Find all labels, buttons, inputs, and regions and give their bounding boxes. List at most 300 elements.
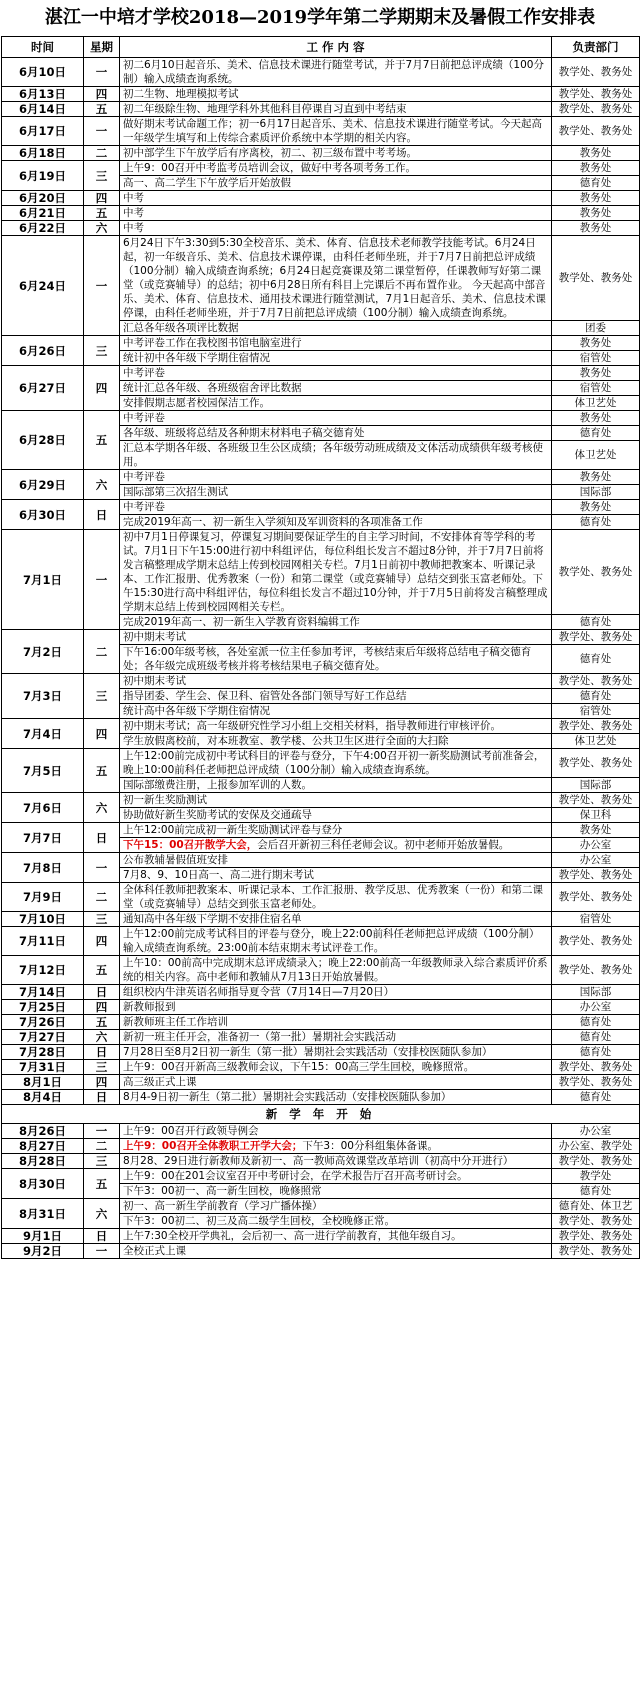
work-text: 中考评卷工作在我校图书馆电脑室进行 (123, 337, 302, 349)
work-content-cell (120, 689, 552, 704)
work-content-cell (120, 441, 552, 470)
work-text: 全校正式上课 (123, 1245, 186, 1257)
department-cell: 教学处、教务处 (552, 1244, 640, 1259)
weekday-cell: 日 (84, 1090, 120, 1105)
header-row (2, 37, 640, 58)
work-content-cell (120, 927, 552, 956)
table-row (2, 1169, 640, 1184)
work-text: 上午12:00前完成初一新生奖励测试评卷与登分 (123, 824, 343, 836)
weekday-cell: 三 (84, 161, 120, 191)
work-content-cell (120, 236, 552, 321)
date-cell: 6月13日 (2, 87, 84, 102)
header-day: 星期 (84, 37, 120, 58)
department-cell: 教学处、教务处 (552, 868, 640, 883)
date-cell: 6月22日 (2, 221, 84, 236)
department-cell: 国际部 (552, 485, 640, 500)
schedule-table (1, 36, 640, 1259)
work-text: 中考 (123, 207, 144, 219)
date-cell: 8月4日 (2, 1090, 84, 1105)
work-content-cell (120, 1124, 552, 1139)
work-content-cell (120, 206, 552, 221)
work-content-cell (120, 1015, 552, 1030)
table-row (2, 1090, 640, 1105)
date-cell: 7月1日 (2, 530, 84, 630)
department-cell: 教学处、教务处 (552, 1229, 640, 1244)
weekday-cell: 四 (84, 366, 120, 411)
date-cell: 7月31日 (2, 1060, 84, 1075)
work-text: 7月8、9、10日高一、高二进行期末考试 (123, 869, 314, 881)
weekday-cell: 五 (84, 1169, 120, 1199)
work-text: 初中期末考试 (123, 675, 186, 687)
table-row (2, 530, 640, 615)
work-text: 学生放假离校前，对本班教室、教学楼、公共卫生区进行全面的大扫除 (123, 735, 449, 747)
table-row (2, 366, 640, 381)
work-content-cell (120, 1184, 552, 1199)
date-cell: 7月28日 (2, 1045, 84, 1060)
work-text: 完成2019年高一、初一新生入学须知及军训资料的各项准备工作 (123, 516, 423, 528)
work-text: 中考评卷 (123, 412, 165, 424)
work-content-cell (120, 117, 552, 146)
new-term-banner: 新 学 年 开 始 (2, 1105, 640, 1124)
table-row (2, 719, 640, 734)
table-row (2, 500, 640, 515)
table-row (2, 1000, 640, 1015)
department-cell: 国际部 (552, 778, 640, 793)
work-text: 国际部第三次招生测试 (123, 486, 228, 498)
table-row (2, 161, 640, 176)
work-content-cell (120, 868, 552, 883)
work-text: 下午3：00分科组集体备课。 (302, 1140, 438, 1152)
table-row (2, 793, 640, 808)
weekday-cell: 一 (84, 853, 120, 883)
work-content-cell (120, 176, 552, 191)
date-cell: 7月10日 (2, 912, 84, 927)
weekday-cell: 六 (84, 221, 120, 236)
work-text: 初中7月1日停课复习，停课复习期间要保证学生的自主学习时间，不安排体育等学科的考试。7月1日下午15:00进行初中科组评估，每位科组长发言不超过8分钟，并于7月7日前将发言稿整理成学期末总结上传到校园网相关专栏。7月1日前初中教师把教案本、听课记录本、工作汇报册、优秀教案（一份）和第二课堂（或竞赛辅导）总结交到张玉富老师处。下午15:30进行高中科组评估，每位科组长发言不超过10分钟，并于7月5日前将发言稿整理成学期末总结上传到校园网相关专栏。 (123, 531, 548, 613)
weekday-cell: 三 (84, 674, 120, 719)
weekday-cell: 一 (84, 58, 120, 87)
header-work: 工 作 内 容 (120, 37, 552, 58)
work-content-cell (120, 1030, 552, 1045)
table-row (2, 336, 640, 351)
work-text: 上午12:00前完成初中考试科目的评卷与登分，下午4:00召开初一新奖励测试考前准备会，晚上10:00前科任老师把总评成绩（100分制）输入成绩查询系统。 (123, 750, 545, 776)
department-cell: 教务处 (552, 146, 640, 161)
work-content-cell (120, 1154, 552, 1169)
date-cell: 7月4日 (2, 719, 84, 749)
work-content-cell (120, 645, 552, 674)
work-text: 上午10：00前高中完成期末总评成绩录入；晚上22:00前高一年级教师录入综合素质评价系统的相关内容。高中老师和教辅从7月13日开始放暑假。 (123, 957, 548, 983)
date-cell: 6月19日 (2, 161, 84, 191)
weekday-cell: 日 (84, 1229, 120, 1244)
date-cell: 7月14日 (2, 985, 84, 1000)
work-content-cell (120, 719, 552, 734)
work-content-cell (120, 912, 552, 927)
work-content-cell (120, 146, 552, 161)
date-cell: 7月26日 (2, 1015, 84, 1030)
work-text: 下午3：00初二、初三及高二级学生回校，全校晚修正常。 (123, 1215, 396, 1227)
department-cell: 教务处 (552, 191, 640, 206)
department-cell: 教学处、教务处 (552, 883, 640, 912)
work-content-cell (120, 1214, 552, 1229)
department-cell: 办公室、教学处 (552, 1139, 640, 1154)
date-cell: 7月11日 (2, 927, 84, 956)
date-cell: 7月8日 (2, 853, 84, 883)
work-text: 初二6月10日起音乐、美术、信息技术课进行随堂考试，并于7月7日前把总评成绩（100分制）输入成绩查询系统。 (123, 59, 544, 85)
department-cell: 德育处、体卫艺 (552, 1199, 640, 1214)
work-content-cell (120, 426, 552, 441)
department-cell: 教学处、教务处 (552, 1075, 640, 1090)
department-cell: 教学处、教务处 (552, 630, 640, 645)
work-text: 上午7:30全校开学典礼，会后初一、高一进行学前教育，其他年级自习。 (123, 1230, 462, 1242)
work-content-cell (120, 381, 552, 396)
date-cell: 7月3日 (2, 674, 84, 719)
work-text: 上午9：00在201会议室召开中考研讨会，在学术报告厅召开高考研讨会。 (123, 1170, 468, 1182)
department-cell: 宿管处 (552, 381, 640, 396)
work-content-cell (120, 1229, 552, 1244)
work-content-cell (120, 838, 552, 853)
weekday-cell: 五 (84, 411, 120, 470)
highlight-text: 上午9：00召开全体教职工开学大会； (123, 1140, 303, 1152)
weekday-cell: 一 (84, 117, 120, 146)
work-content-cell (120, 102, 552, 117)
work-text: 做好期末考试命题工作；初一6月17日起音乐、美术、信息技术课进行随堂考试。今天起高一年级学生填写和上传综合素质评价系统中本学期的相关内容。 (123, 118, 543, 144)
table-row (2, 1229, 640, 1244)
table-row (2, 1045, 640, 1060)
department-cell: 教学处、教务处 (552, 749, 640, 778)
work-text: 新初一班主任开会，准备初一（第一批）暑期社会实践活动 (123, 1031, 396, 1043)
weekday-cell: 四 (84, 927, 120, 956)
department-cell: 团委 (552, 321, 640, 336)
weekday-cell: 二 (84, 1139, 120, 1154)
department-cell: 德育处 (552, 1015, 640, 1030)
department-cell: 教学处、教务处 (552, 1060, 640, 1075)
table-row (2, 206, 640, 221)
table-row (2, 411, 640, 426)
work-text: 新教师报到 (123, 1001, 176, 1013)
work-content-cell (120, 749, 552, 778)
date-cell: 8月27日 (2, 1139, 84, 1154)
date-cell: 6月27日 (2, 366, 84, 411)
work-text: 高一、高二学生下午放学后开始放假 (123, 177, 291, 189)
date-cell: 6月17日 (2, 117, 84, 146)
work-text: 初中期末考试；高一年级研究性学习小组上交相关材料，指导教师进行审核评价。 (123, 720, 501, 732)
weekday-cell: 二 (84, 146, 120, 161)
date-cell: 8月31日 (2, 1199, 84, 1229)
table-row (2, 117, 640, 146)
table-row (2, 58, 640, 87)
weekday-cell: 四 (84, 1075, 120, 1090)
date-cell: 6月30日 (2, 500, 84, 530)
department-cell: 教务处 (552, 500, 640, 515)
work-text: 初中部学生下午放学后有序离校，初二、初三级布置中考考场。 (123, 147, 417, 159)
department-cell: 国际部 (552, 985, 640, 1000)
department-cell: 保卫科 (552, 808, 640, 823)
department-cell: 教学处、教务处 (552, 1214, 640, 1229)
weekday-cell: 日 (84, 500, 120, 530)
table-row (2, 1124, 640, 1139)
work-text: 初一、高一新生学前教育（学习广播体操） (123, 1200, 323, 1212)
department-cell: 教务处 (552, 823, 640, 838)
work-text: 上午9：00召开新高三级教师会议，下午15：00高三学生回校，晚修照常。 (123, 1061, 475, 1073)
work-content-cell (120, 396, 552, 411)
department-cell: 教学处、教务处 (552, 956, 640, 985)
work-text: 完成2019年高一、初一新生入学教育资料编辑工作 (123, 616, 360, 628)
work-text: 统计初中各年级下学期住宿情况 (123, 352, 270, 364)
work-text: 下午16:00年级考核，各处室派一位主任参加考评，考核结束后年级将总结电子稿交德育处；各年级完成班级考核并将考核结果电子稿交德育处。 (123, 646, 532, 672)
work-content-cell (120, 1060, 552, 1075)
department-cell: 教学处、教务处 (552, 719, 640, 734)
work-content-cell (120, 515, 552, 530)
department-cell: 德育处 (552, 1090, 640, 1105)
work-text: 公布教辅暑假值班安排 (123, 854, 228, 866)
department-cell: 德育处 (552, 176, 640, 191)
work-text: 上午12:00前完成考试科目的评卷与登分，晚上22:00前科任老师把总评成绩（100分制）输入成绩查询系统。23:00前本结束期末考试评卷工作。 (123, 928, 540, 954)
work-content-cell (120, 191, 552, 206)
table-row (2, 853, 640, 868)
work-content-cell (120, 336, 552, 351)
date-cell: 6月10日 (2, 58, 84, 87)
table-row (2, 927, 640, 956)
department-cell: 教务处 (552, 221, 640, 236)
work-content-cell (120, 823, 552, 838)
work-content-cell (120, 366, 552, 381)
date-cell: 6月24日 (2, 236, 84, 336)
department-cell: 教务处 (552, 161, 640, 176)
table-row (2, 470, 640, 485)
weekday-cell: 一 (84, 530, 120, 630)
work-text: 中考评卷 (123, 367, 165, 379)
date-cell: 8月26日 (2, 1124, 84, 1139)
department-cell: 教务处 (552, 366, 640, 381)
department-cell: 体卫艺处 (552, 441, 640, 470)
work-text: 安排假期志愿者校园保洁工作。 (123, 397, 270, 409)
work-content-cell (120, 351, 552, 366)
work-text: 新教师班主任工作培训 (123, 1016, 228, 1028)
work-content-cell (120, 1199, 552, 1214)
work-content-cell (120, 161, 552, 176)
weekday-cell: 六 (84, 1030, 120, 1045)
work-content-cell (120, 674, 552, 689)
work-text: 全体科任教师把教案本、听课记录本、工作汇报册、教学反思、优秀教案（一份）和第二课堂（或竞赛辅导）总结交到张玉富老师处。 (123, 884, 543, 910)
department-cell: 办公室 (552, 1124, 640, 1139)
work-content-cell (120, 1045, 552, 1060)
department-cell: 办公室 (552, 838, 640, 853)
work-content-cell (120, 956, 552, 985)
department-cell: 教务处 (552, 336, 640, 351)
table-row (2, 146, 640, 161)
work-content-cell (120, 321, 552, 336)
work-content-cell (120, 485, 552, 500)
date-cell: 7月12日 (2, 956, 84, 985)
date-cell: 7月6日 (2, 793, 84, 823)
work-content-cell (120, 630, 552, 645)
work-content-cell (120, 470, 552, 485)
work-text: 初二生物、地理模拟考试 (123, 88, 239, 100)
work-text: 下午3：00初一、高一新生回校，晚修照常 (123, 1185, 322, 1197)
work-text: 6月24日下午3:30到5:30全校音乐、美术、体育、信息技术老师教学技能考试。6月24日起，初一年级音乐、美术、信息技术课停课，由科任老师坐班，并于7月7日前把总评成绩（100分制）输入成绩查询系统；6月24日起竞赛课及第二课堂暂停，任课教师写好第二课堂（或竞赛辅导）的总结；初中6月28日所有科目上完课后不再布置作业。 今天起高中部音乐、美术、体育、信息技术、通用技术课进行随堂测试，7月1日起音乐、美术、信息技术课停课，由科任老师坐班，并于7月7日前把总评成绩（100分制）输入成绩查询系统。 (123, 237, 546, 319)
table-row (2, 912, 640, 927)
table-row (2, 221, 640, 236)
work-content-cell (120, 221, 552, 236)
work-content-cell (120, 530, 552, 615)
highlight-text: 下午15：00召开散学大会， (123, 839, 258, 851)
table-row (2, 749, 640, 778)
work-text: 汇总各年级各项评比数据 (123, 322, 239, 334)
weekday-cell: 五 (84, 102, 120, 117)
department-cell: 体卫艺处 (552, 396, 640, 411)
table-row (2, 1154, 640, 1169)
date-cell: 7月27日 (2, 1030, 84, 1045)
weekday-cell: 二 (84, 883, 120, 912)
work-text: 指导团委、学生会、保卫科、宿管处各部门领导写好工作总结 (123, 690, 407, 702)
weekday-cell: 四 (84, 1000, 120, 1015)
work-content-cell (120, 704, 552, 719)
department-cell: 宿管处 (552, 704, 640, 719)
weekday-cell: 日 (84, 1045, 120, 1060)
work-text: 协助做好新生奖励考试的安保及交通疏导 (123, 809, 312, 821)
date-cell: 8月30日 (2, 1169, 84, 1199)
work-text: 初一新生奖励测试 (123, 794, 207, 806)
weekday-cell: 四 (84, 719, 120, 749)
work-content-cell (120, 1169, 552, 1184)
work-text: 上午9：00召开中考监考员培训会议，做好中考各项考务工作。 (123, 162, 417, 174)
department-cell: 德育处 (552, 615, 640, 630)
weekday-cell: 五 (84, 956, 120, 985)
department-cell: 教务处 (552, 470, 640, 485)
department-cell: 德育处 (552, 515, 640, 530)
date-cell: 7月7日 (2, 823, 84, 853)
weekday-cell: 五 (84, 206, 120, 221)
weekday-cell: 一 (84, 1244, 120, 1259)
department-cell: 教学处、教务处 (552, 793, 640, 808)
document-title: 湛江一中培才学校2018—2019学年第二学期期末及暑假工作安排表 (44, 7, 596, 28)
work-text: 8月4-9日初一新生（第二批）暑期社会实践活动（安排校医随队参加） (123, 1091, 452, 1103)
weekday-cell: 一 (84, 1124, 120, 1139)
department-cell: 体卫艺处 (552, 734, 640, 749)
work-content-cell (120, 853, 552, 868)
table-row (2, 1075, 640, 1090)
department-cell: 教学处、教务处 (552, 236, 640, 321)
work-content-cell (120, 1090, 552, 1105)
work-text: 组织校内牛津英语名师指导夏令营（7月14日—7月20日） (123, 986, 395, 998)
department-cell: 德育处 (552, 426, 640, 441)
schedule-body-before-term (2, 58, 640, 1105)
table-row (2, 985, 640, 1000)
work-text: 高三级正式上课 (123, 1076, 197, 1088)
work-text: 中考 (123, 222, 144, 234)
work-content-cell (120, 883, 552, 912)
department-cell: 教学处、教务处 (552, 927, 640, 956)
department-cell: 德育处 (552, 1184, 640, 1199)
weekday-cell: 日 (84, 985, 120, 1000)
department-cell: 教学处、教务处 (552, 674, 640, 689)
department-cell: 教学处 (552, 1169, 640, 1184)
date-cell: 6月18日 (2, 146, 84, 161)
date-cell: 8月1日 (2, 1075, 84, 1090)
table-row (2, 87, 640, 102)
department-cell: 宿管处 (552, 912, 640, 927)
date-cell: 6月21日 (2, 206, 84, 221)
table-row (2, 191, 640, 206)
weekday-cell: 四 (84, 191, 120, 206)
date-cell: 6月14日 (2, 102, 84, 117)
work-text: 7月28日至8月2日初一新生（第一批）暑期社会实践活动（安排校医随队参加） (123, 1046, 493, 1058)
term-banner-body (2, 1105, 640, 1124)
date-cell: 7月5日 (2, 749, 84, 793)
work-text: 中考评卷 (123, 501, 165, 513)
weekday-cell: 三 (84, 912, 120, 927)
table-row (2, 674, 640, 689)
date-cell: 7月2日 (2, 630, 84, 674)
date-cell: 7月25日 (2, 1000, 84, 1015)
weekday-cell: 二 (84, 630, 120, 674)
work-text: 统计汇总各年级、各班级宿舍评比数据 (123, 382, 302, 394)
department-cell: 教学处、教务处 (552, 87, 640, 102)
work-content-cell (120, 808, 552, 823)
work-content-cell (120, 500, 552, 515)
table-row (2, 102, 640, 117)
table-row (2, 1139, 640, 1154)
work-content-cell (120, 778, 552, 793)
schedule-body-new-term (2, 1124, 640, 1259)
weekday-cell: 五 (84, 1015, 120, 1030)
department-cell: 教学处、教务处 (552, 1154, 640, 1169)
department-cell: 德育处 (552, 645, 640, 674)
table-row (2, 1199, 640, 1214)
weekday-cell: 三 (84, 1154, 120, 1169)
department-cell: 办公室 (552, 1000, 640, 1015)
work-content-cell (120, 1244, 552, 1259)
work-content-cell (120, 1139, 552, 1154)
work-text: 中考评卷 (123, 471, 165, 483)
work-text: 国际部缴费注册，上报参加军训的人数。 (123, 779, 312, 791)
department-cell: 教学处、教务处 (552, 530, 640, 615)
work-content-cell (120, 615, 552, 630)
work-text: 初二年级除生物、地理学科外其他科目停课自习直到中考结束 (123, 103, 407, 115)
table-row (2, 236, 640, 321)
table-row (2, 1030, 640, 1045)
weekday-cell: 三 (84, 336, 120, 366)
weekday-cell: 一 (84, 236, 120, 336)
department-cell: 教务处 (552, 206, 640, 221)
term-banner-row (2, 1105, 640, 1124)
work-content-cell (120, 793, 552, 808)
date-cell: 7月9日 (2, 883, 84, 912)
weekday-cell: 六 (84, 470, 120, 500)
weekday-cell: 日 (84, 823, 120, 853)
work-content-cell (120, 734, 552, 749)
work-text: 上午9：00召开行政领导例会 (123, 1125, 259, 1137)
department-cell: 教学处、教务处 (552, 58, 640, 87)
work-text: 会后召开新初三科任老师会议。初中老师开始放暑假。 (257, 839, 510, 851)
table-row (2, 630, 640, 645)
table-row (2, 823, 640, 838)
department-cell: 宿管处 (552, 351, 640, 366)
work-text: 通知高中各年级下学期不安排住宿名单 (123, 913, 302, 925)
department-cell: 德育处 (552, 1045, 640, 1060)
work-content-cell (120, 87, 552, 102)
weekday-cell: 四 (84, 87, 120, 102)
work-content-cell (120, 1075, 552, 1090)
table-row (2, 956, 640, 985)
table-row (2, 1015, 640, 1030)
department-cell: 德育处 (552, 1030, 640, 1045)
work-text: 8月28、29日进行新教师及新初一、高一教师高效课堂改革培训（初高中分开进行） (123, 1155, 514, 1167)
date-cell: 6月20日 (2, 191, 84, 206)
department-cell: 教学处、教务处 (552, 117, 640, 146)
date-cell: 9月1日 (2, 1229, 84, 1244)
department-cell: 办公室 (552, 853, 640, 868)
